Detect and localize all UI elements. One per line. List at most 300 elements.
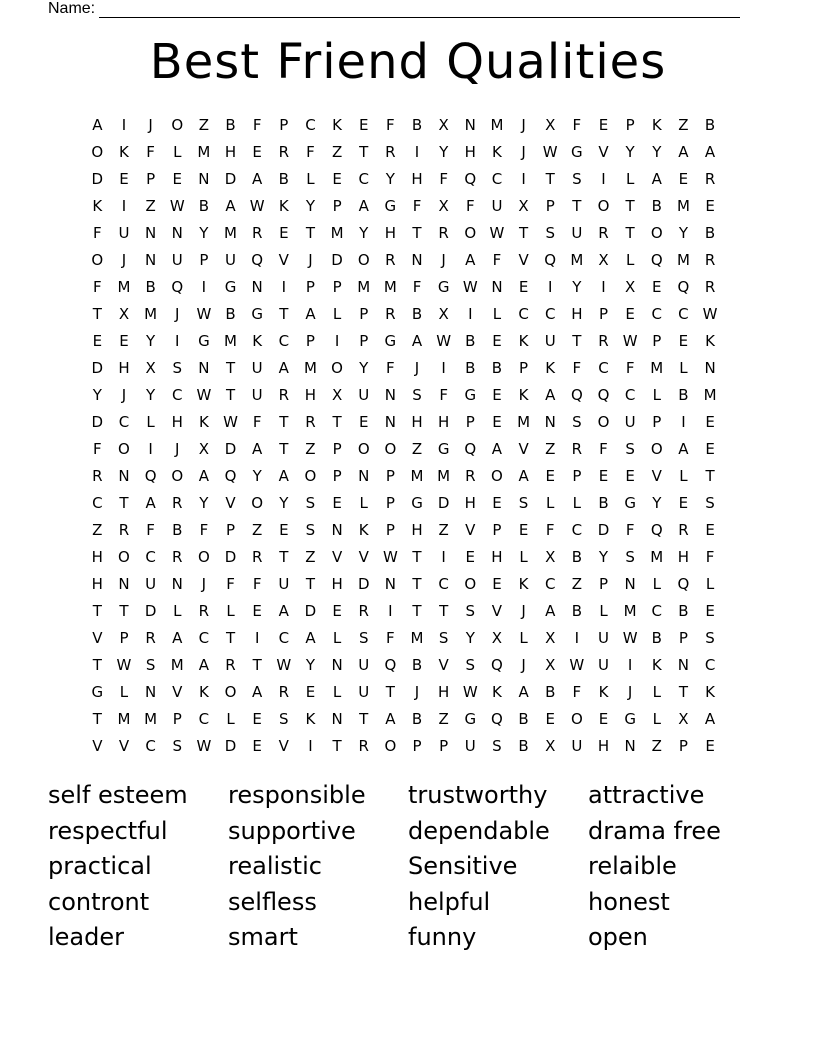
grid-letter[interactable]: W — [622, 332, 638, 350]
grid-letter[interactable]: O — [597, 197, 610, 215]
grid-letter[interactable]: Q — [384, 656, 397, 674]
grid-letter[interactable]: I — [175, 332, 180, 350]
grid-letter[interactable]: E — [92, 332, 103, 350]
grid-letter[interactable]: C — [518, 305, 529, 323]
grid-letter[interactable]: K — [332, 116, 342, 134]
grid-letter[interactable]: M — [676, 197, 690, 215]
grid-letter[interactable]: L — [572, 494, 582, 512]
grid-letter[interactable]: A — [704, 710, 716, 728]
grid-letter[interactable]: M — [650, 548, 664, 566]
grid-letter[interactable]: Z — [411, 440, 423, 458]
grid-letter[interactable]: B — [411, 710, 423, 728]
grid-letter[interactable]: V — [518, 251, 529, 269]
grid-letter[interactable]: U — [145, 575, 157, 593]
grid-letter[interactable]: E — [252, 143, 262, 161]
grid-letter[interactable]: L — [599, 602, 608, 620]
grid-letter[interactable]: I — [414, 143, 420, 161]
grid-letter[interactable]: R — [385, 305, 396, 323]
grid-letter[interactable]: Q — [224, 467, 237, 485]
grid-letter[interactable]: H — [331, 575, 343, 593]
grid-letter[interactable]: E — [705, 440, 715, 458]
grid-letter[interactable]: D — [224, 170, 237, 188]
grid-letter[interactable]: H — [91, 548, 103, 566]
grid-letter[interactable]: L — [519, 629, 528, 647]
grid-letter[interactable]: W — [249, 197, 265, 215]
grid-letter[interactable]: O — [464, 575, 477, 593]
grid-letter[interactable]: N — [198, 359, 210, 377]
grid-letter[interactable]: L — [226, 602, 235, 620]
grid-letter[interactable]: Q — [650, 251, 663, 269]
grid-letter[interactable]: C — [305, 116, 316, 134]
grid-letter[interactable]: L — [625, 251, 635, 269]
grid-letter[interactable]: T — [439, 602, 449, 620]
grid-letter[interactable]: Z — [305, 440, 316, 458]
grid-letter[interactable]: L — [652, 683, 661, 701]
grid-letter[interactable]: Q — [464, 170, 477, 188]
grid-letter[interactable]: P — [226, 521, 236, 539]
grid-letter[interactable]: E — [492, 332, 502, 350]
grid-letter[interactable]: T — [385, 683, 395, 701]
grid-letter[interactable]: X — [545, 656, 556, 674]
grid-letter[interactable]: R — [571, 440, 583, 458]
grid-letter[interactable]: I — [148, 440, 153, 458]
grid-letter[interactable]: V — [651, 467, 662, 485]
grid-letter[interactable]: Y — [572, 278, 582, 296]
grid-letter[interactable]: W — [462, 278, 478, 296]
grid-letter[interactable]: A — [651, 170, 662, 188]
grid-letter[interactable]: R — [385, 251, 396, 269]
grid-letter[interactable]: E — [518, 278, 529, 296]
grid-letter[interactable]: A — [252, 440, 263, 458]
grid-letter[interactable]: H — [171, 413, 183, 431]
grid-letter[interactable]: E — [332, 602, 342, 620]
grid-letter[interactable]: V — [358, 548, 369, 566]
grid-letter[interactable]: Y — [305, 656, 316, 674]
grid-letter[interactable]: H — [411, 413, 423, 431]
grid-letter[interactable]: A — [465, 251, 476, 269]
grid-letter[interactable]: F — [146, 521, 155, 539]
grid-letter[interactable]: K — [705, 332, 715, 350]
grid-letter[interactable]: E — [705, 197, 715, 215]
grid-letter[interactable]: R — [145, 629, 156, 647]
grid-letter[interactable]: M — [623, 602, 637, 620]
grid-letter[interactable]: W — [542, 143, 558, 161]
grid-letter[interactable]: X — [598, 251, 609, 269]
grid-letter[interactable]: V — [331, 548, 343, 566]
grid-letter[interactable]: P — [519, 359, 529, 377]
grid-letter[interactable]: I — [547, 278, 553, 296]
grid-letter[interactable]: S — [145, 656, 156, 674]
grid-letter[interactable]: M — [437, 467, 451, 485]
grid-letter[interactable]: I — [468, 305, 473, 323]
grid-letter[interactable]: Z — [252, 521, 263, 539]
grid-letter[interactable]: I — [121, 197, 127, 215]
grid-letter[interactable]: L — [705, 575, 715, 593]
grid-letter[interactable]: S — [172, 359, 182, 377]
grid-letter[interactable]: C — [198, 710, 210, 728]
grid-letter[interactable]: G — [411, 494, 423, 512]
grid-letter[interactable]: U — [571, 737, 583, 755]
grid-letter[interactable]: H — [224, 143, 237, 161]
grid-letter[interactable]: L — [226, 710, 235, 728]
grid-letter[interactable]: W — [169, 197, 185, 215]
grid-letter[interactable]: M — [170, 656, 184, 674]
grid-letter[interactable]: U — [491, 197, 503, 215]
grid-letter[interactable]: D — [224, 548, 237, 566]
grid-letter[interactable]: L — [119, 683, 129, 701]
grid-letter[interactable]: N — [384, 413, 396, 431]
grid-letter[interactable]: D — [331, 251, 343, 269]
grid-letter[interactable]: K — [651, 656, 662, 674]
grid-letter[interactable]: B — [411, 116, 423, 134]
grid-letter[interactable]: X — [118, 305, 130, 323]
grid-letter[interactable]: L — [332, 305, 342, 323]
grid-letter[interactable]: E — [705, 602, 715, 620]
grid-letter[interactable]: O — [357, 440, 370, 458]
grid-letter[interactable]: X — [145, 359, 156, 377]
grid-letter[interactable]: L — [652, 710, 661, 728]
grid-letter[interactable]: X — [438, 305, 449, 323]
grid-letter[interactable]: S — [705, 629, 715, 647]
grid-letter[interactable]: R — [172, 494, 183, 512]
grid-letter[interactable]: N — [171, 224, 183, 242]
grid-letter[interactable]: T — [279, 413, 289, 431]
grid-letter[interactable]: E — [518, 521, 529, 539]
grid-letter[interactable]: R — [704, 278, 716, 296]
grid-letter[interactable]: U — [358, 386, 370, 404]
grid-letter[interactable]: B — [225, 116, 236, 134]
grid-letter[interactable]: I — [254, 629, 260, 647]
grid-letter[interactable]: L — [173, 602, 182, 620]
grid-letter[interactable]: H — [464, 143, 476, 161]
grid-letter[interactable]: W — [436, 332, 452, 350]
grid-letter[interactable]: L — [332, 683, 342, 701]
grid-letter[interactable]: X — [545, 116, 556, 134]
grid-letter[interactable]: R — [198, 602, 210, 620]
grid-letter[interactable]: A — [545, 386, 556, 404]
grid-letter[interactable]: M — [490, 116, 504, 134]
grid-letter[interactable]: U — [225, 251, 237, 269]
grid-letter[interactable]: P — [572, 467, 582, 485]
grid-letter[interactable]: J — [521, 602, 526, 620]
grid-letter[interactable]: P — [625, 116, 635, 134]
grid-letter[interactable]: T — [92, 710, 102, 728]
grid-letter[interactable]: N — [331, 521, 343, 539]
grid-letter[interactable]: E — [172, 170, 182, 188]
grid-letter[interactable]: B — [491, 359, 503, 377]
grid-letter[interactable]: B — [225, 305, 236, 323]
grid-letter[interactable]: T — [252, 656, 262, 674]
grid-letter[interactable]: O — [304, 467, 317, 485]
grid-letter[interactable]: U — [624, 413, 636, 431]
grid-letter[interactable]: G — [251, 305, 263, 323]
grid-letter[interactable]: N — [544, 413, 556, 431]
grid-letter[interactable]: P — [359, 305, 369, 323]
grid-letter[interactable]: C — [438, 575, 449, 593]
grid-letter[interactable]: H — [438, 413, 450, 431]
grid-letter[interactable]: B — [172, 521, 183, 539]
grid-letter[interactable]: T — [572, 332, 582, 350]
grid-letter[interactable]: R — [172, 548, 183, 566]
grid-letter[interactable]: F — [252, 413, 262, 431]
grid-letter[interactable]: E — [252, 737, 262, 755]
grid-letter[interactable]: H — [438, 683, 450, 701]
grid-letter[interactable]: S — [412, 386, 422, 404]
grid-letter[interactable]: P — [678, 737, 688, 755]
grid-letter[interactable]: A — [278, 467, 289, 485]
grid-letter[interactable]: I — [121, 116, 127, 134]
grid-letter[interactable]: N — [491, 278, 503, 296]
grid-letter[interactable]: R — [225, 656, 236, 674]
grid-letter[interactable]: B — [411, 656, 423, 674]
grid-letter[interactable]: S — [172, 737, 182, 755]
grid-letter[interactable]: E — [598, 710, 609, 728]
grid-letter[interactable]: N — [704, 359, 716, 377]
grid-letter[interactable]: B — [571, 602, 582, 620]
grid-letter[interactable]: P — [545, 197, 555, 215]
grid-letter[interactable]: O — [251, 494, 264, 512]
grid-letter[interactable]: J — [121, 251, 127, 269]
grid-letter[interactable]: K — [492, 143, 502, 161]
grid-letter[interactable]: Z — [331, 143, 343, 161]
grid-letter[interactable]: H — [411, 521, 423, 539]
grid-letter[interactable]: O — [491, 467, 503, 485]
grid-letter[interactable]: K — [198, 413, 209, 431]
grid-letter[interactable]: D — [224, 440, 237, 458]
grid-letter[interactable]: R — [704, 170, 716, 188]
grid-letter[interactable]: U — [464, 737, 476, 755]
grid-letter[interactable]: U — [598, 656, 609, 674]
grid-letter[interactable]: O — [464, 224, 477, 242]
grid-letter[interactable]: T — [92, 602, 102, 620]
grid-letter[interactable]: M — [357, 278, 371, 296]
grid-letter[interactable]: X — [438, 197, 449, 215]
grid-letter[interactable]: L — [332, 629, 342, 647]
grid-letter[interactable]: O — [570, 710, 583, 728]
grid-letter[interactable]: F — [306, 143, 315, 161]
grid-letter[interactable]: X — [545, 737, 556, 755]
grid-letter[interactable]: E — [625, 467, 635, 485]
grid-letter[interactable]: S — [305, 521, 316, 539]
grid-letter[interactable]: A — [518, 467, 529, 485]
grid-letter[interactable]: B — [678, 386, 689, 404]
grid-letter[interactable]: Y — [92, 386, 102, 404]
grid-letter[interactable]: C — [92, 494, 103, 512]
grid-letter[interactable]: E — [545, 710, 555, 728]
grid-letter[interactable]: C — [624, 386, 636, 404]
grid-letter[interactable]: E — [358, 413, 369, 431]
grid-letter[interactable]: W — [196, 305, 212, 323]
grid-letter[interactable]: R — [678, 521, 689, 539]
grid-letter[interactable]: F — [386, 359, 395, 377]
grid-letter[interactable]: Y — [439, 143, 449, 161]
grid-letter[interactable]: T — [279, 548, 289, 566]
grid-letter[interactable]: C — [145, 548, 156, 566]
grid-letter[interactable]: M — [144, 305, 158, 323]
grid-letter[interactable]: A — [145, 494, 156, 512]
grid-letter[interactable]: D — [597, 521, 610, 539]
grid-letter[interactable]: F — [386, 116, 395, 134]
grid-letter[interactable]: F — [492, 251, 502, 269]
grid-letter[interactable]: Y — [465, 629, 475, 647]
grid-letter[interactable]: A — [545, 602, 556, 620]
grid-letter[interactable]: V — [491, 602, 503, 620]
grid-letter[interactable]: V — [172, 683, 183, 701]
grid-letter[interactable]: T — [412, 602, 422, 620]
grid-letter[interactable]: J — [414, 359, 420, 377]
grid-letter[interactable]: H — [677, 548, 690, 566]
grid-letter[interactable]: P — [412, 737, 422, 755]
grid-letter[interactable]: C — [278, 332, 290, 350]
grid-letter[interactable]: F — [252, 575, 262, 593]
grid-letter[interactable]: I — [441, 548, 446, 566]
grid-letter[interactable]: T — [225, 359, 236, 377]
name-blank-line[interactable] — [99, 2, 740, 18]
grid-letter[interactable]: F — [146, 143, 155, 161]
grid-letter[interactable]: W — [382, 548, 398, 566]
grid-letter[interactable]: T — [119, 602, 129, 620]
grid-letter[interactable]: P — [439, 737, 449, 755]
grid-letter[interactable]: F — [439, 386, 448, 404]
grid-letter[interactable]: L — [492, 305, 502, 323]
grid-letter[interactable]: N — [384, 575, 396, 593]
grid-letter[interactable]: E — [252, 602, 262, 620]
grid-letter[interactable]: S — [518, 494, 529, 512]
grid-letter[interactable]: S — [572, 413, 582, 431]
grid-letter[interactable]: H — [384, 224, 396, 242]
grid-letter[interactable]: R — [278, 683, 290, 701]
grid-letter[interactable]: T — [305, 575, 316, 593]
grid-letter[interactable]: X — [198, 440, 210, 458]
grid-letter[interactable]: N — [144, 251, 157, 269]
grid-letter[interactable]: B — [571, 548, 582, 566]
grid-letter[interactable]: B — [278, 170, 289, 188]
grid-letter[interactable]: Z — [545, 440, 556, 458]
grid-letter[interactable]: E — [678, 170, 689, 188]
grid-letter[interactable]: T — [572, 197, 582, 215]
grid-letter[interactable]: K — [119, 143, 129, 161]
grid-letter[interactable]: G — [437, 440, 450, 458]
grid-letter[interactable]: G — [198, 332, 210, 350]
grid-letter[interactable]: D — [437, 494, 450, 512]
grid-letter[interactable]: M — [703, 386, 717, 404]
grid-letter[interactable]: H — [464, 494, 476, 512]
grid-letter[interactable]: T — [279, 440, 289, 458]
grid-letter[interactable]: D — [304, 602, 317, 620]
grid-letter[interactable]: B — [704, 116, 716, 134]
grid-letter[interactable]: M — [383, 278, 397, 296]
grid-letter[interactable]: N — [677, 656, 690, 674]
grid-letter[interactable]: B — [518, 737, 529, 755]
grid-letter[interactable]: I — [521, 170, 526, 188]
grid-letter[interactable]: R — [385, 143, 396, 161]
grid-letter[interactable]: T — [225, 629, 236, 647]
grid-letter[interactable]: T — [412, 575, 422, 593]
grid-letter[interactable]: L — [173, 143, 182, 161]
grid-letter[interactable]: P — [332, 440, 342, 458]
grid-letter[interactable]: Q — [144, 467, 157, 485]
grid-letter[interactable]: I — [574, 629, 580, 647]
grid-letter[interactable]: L — [625, 170, 635, 188]
grid-letter[interactable]: Y — [598, 548, 609, 566]
grid-letter[interactable]: S — [625, 440, 635, 458]
grid-letter[interactable]: N — [411, 251, 423, 269]
grid-letter[interactable]: O — [197, 548, 210, 566]
grid-letter[interactable]: W — [569, 656, 585, 674]
grid-letter[interactable]: C — [145, 737, 156, 755]
grid-letter[interactable]: E — [598, 467, 609, 485]
grid-letter[interactable]: F — [572, 683, 582, 701]
grid-letter[interactable]: Y — [652, 494, 662, 512]
grid-letter[interactable]: N — [624, 737, 636, 755]
grid-letter[interactable]: W — [276, 656, 292, 674]
grid-letter[interactable]: C — [678, 305, 689, 323]
grid-letter[interactable]: X — [545, 548, 556, 566]
grid-letter[interactable]: M — [570, 251, 584, 269]
grid-letter[interactable]: V — [92, 737, 103, 755]
grid-letter[interactable]: F — [545, 521, 555, 539]
grid-letter[interactable]: O — [331, 359, 343, 377]
grid-letter[interactable]: X — [438, 116, 449, 134]
grid-letter[interactable]: P — [305, 278, 315, 296]
grid-letter[interactable]: F — [572, 359, 582, 377]
grid-letter[interactable]: N — [118, 575, 130, 593]
grid-letter[interactable]: T — [625, 224, 635, 242]
grid-letter[interactable]: I — [441, 359, 446, 377]
grid-letter[interactable]: V — [118, 737, 130, 755]
grid-letter[interactable]: F — [625, 521, 635, 539]
grid-letter[interactable]: P — [332, 197, 342, 215]
grid-letter[interactable]: A — [491, 440, 503, 458]
grid-letter[interactable]: L — [652, 575, 661, 593]
grid-letter[interactable]: Z — [145, 197, 156, 215]
grid-letter[interactable]: B — [678, 602, 689, 620]
grid-letter[interactable]: H — [597, 737, 610, 755]
grid-letter[interactable]: W — [622, 629, 638, 647]
grid-letter[interactable]: Z — [305, 548, 316, 566]
grid-letter[interactable]: G — [464, 386, 477, 404]
grid-letter[interactable]: Y — [146, 332, 156, 350]
grid-letter[interactable]: U — [571, 224, 583, 242]
grid-letter[interactable]: Y — [279, 494, 289, 512]
grid-letter[interactable]: P — [385, 467, 395, 485]
grid-letter[interactable]: A — [278, 359, 289, 377]
grid-letter[interactable]: D — [144, 602, 157, 620]
grid-letter[interactable]: E — [252, 710, 262, 728]
grid-letter[interactable]: W — [196, 737, 212, 755]
grid-letter[interactable]: E — [492, 494, 502, 512]
grid-letter[interactable]: R — [118, 521, 130, 539]
grid-letter[interactable]: C — [198, 629, 210, 647]
grid-letter[interactable]: O — [357, 251, 370, 269]
grid-letter[interactable]: E — [492, 575, 502, 593]
grid-letter[interactable]: W — [489, 224, 505, 242]
grid-letter[interactable]: Y — [252, 467, 262, 485]
grid-letter[interactable]: T — [412, 548, 422, 566]
grid-letter[interactable]: B — [598, 494, 609, 512]
grid-letter[interactable]: K — [545, 359, 556, 377]
grid-letter[interactable]: O — [91, 143, 104, 161]
grid-letter[interactable]: E — [492, 413, 502, 431]
grid-letter[interactable]: R — [278, 386, 290, 404]
grid-letter[interactable]: P — [598, 575, 609, 593]
grid-letter[interactable]: K — [92, 197, 103, 215]
grid-letter[interactable]: A — [225, 197, 236, 215]
grid-letter[interactable]: T — [359, 710, 369, 728]
grid-letter[interactable]: O — [118, 548, 130, 566]
grid-letter[interactable]: D — [357, 575, 370, 593]
grid-letter[interactable]: K — [518, 332, 529, 350]
